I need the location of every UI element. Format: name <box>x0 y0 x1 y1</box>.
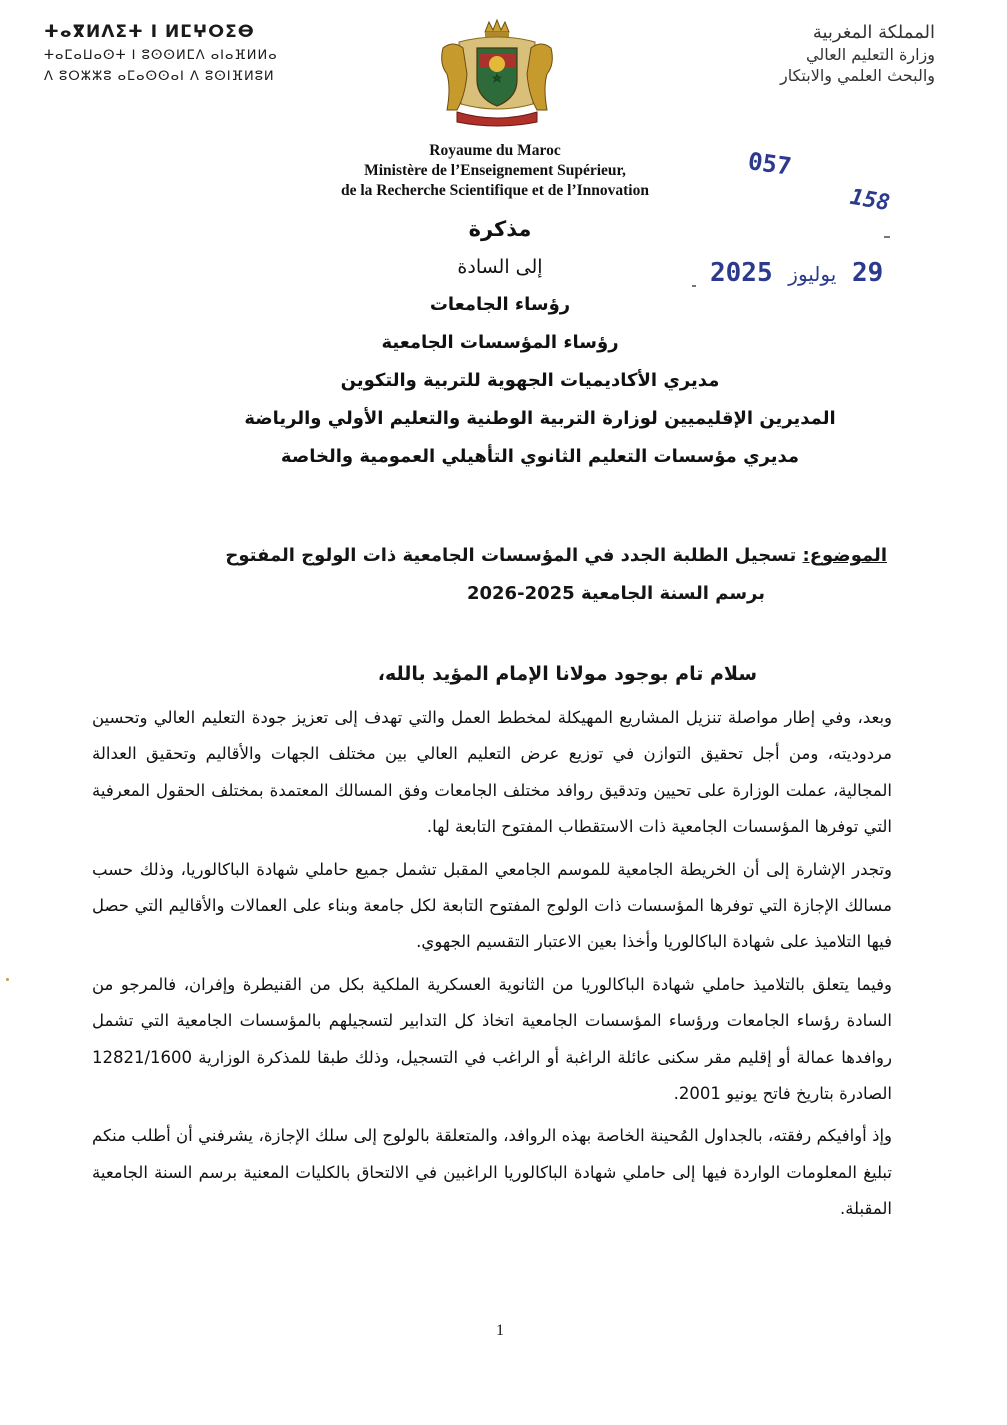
tifinagh-kingdom: ⵜⴰⴳⵍⴷⵉⵜ ⵏ ⵍⵎⵖⵔⵉⴱ <box>44 22 255 42</box>
tifinagh-ministry-2: ⴷ ⵓⵔⵣⵣⵓ ⴰⵎⴰⵙⵙⴰⵏ ⴷ ⵓⵙⵏⴼⵍⵓⵍ <box>44 69 275 84</box>
subject-line-1 <box>167 537 887 575</box>
subject-text: تسجيل الطلبة الجدد في المؤسسات الجامعية ذات الولوج المفتوح <box>225 545 797 566</box>
tifinagh-header <box>44 22 294 84</box>
addressee-line: مديري الأكاديميات الجهوية للتربية والتكوين <box>340 370 720 391</box>
greeting: سلام تام بوجود مولانا الإمام المؤيد بالله، <box>377 663 757 685</box>
addressee-line: المديرين الإقليميين لوزارة التربية الوطنية والتعليم الأولي والرياضة <box>244 408 836 429</box>
arabic-ministry-2: والبحث العلمي والابتكار <box>779 66 935 85</box>
body-paragraph: وإذ أوافيكم رفقته، بالجداول المُحينة الخاصة بهذه الروافد، والمتعلقة بالولوج إلى سلك الإجازة، يشرفني أن أطلب منكم تبليغ المعلومات الواردة فيها إلى حاملي شهادة الباكالوريا الراغبين في الالتحاق بالكليات المعنية برسم السنة الجامعية المقبلة. <box>92 1126 892 1219</box>
arabic-kingdom: المملكة المغربية <box>812 22 935 43</box>
french-ministry: Ministère de l’Enseignement Supérieur, <box>364 162 626 179</box>
stamp-reference-number: 057 <box>746 147 794 181</box>
addressee-block <box>150 210 850 476</box>
tifinagh-ministry: ⵜⴰⵎⴰⵡⴰⵙⵜ ⵏ ⵓⵙⵙⵍⵎⴷ ⴰⵏⴰⴼⵍⵍⴰ <box>44 48 278 63</box>
arabic-ministry: وزارة التعليم العالي <box>806 45 935 64</box>
addressee-intro: إلى السادة <box>457 256 543 278</box>
french-ministry-2: de la Recherche Scientifique et de l’Innovation <box>341 182 649 199</box>
french-kingdom: Royaume du Maroc <box>429 142 561 159</box>
subject-label: الموضوع: <box>802 545 887 566</box>
memo-body <box>92 700 892 1234</box>
addressee-line: مديري مؤسسات التعليم الثانوي التأهيلي العمومية والخاصة <box>280 446 800 467</box>
stamp-date-day: 29 <box>851 258 884 288</box>
stamp-date-month: يوليوز <box>788 262 837 286</box>
body-paragraph: وفيما يتعلق بالتلاميذ حاملي شهادة الباكالوريا من الثانوية العسكرية الملكية بكل من القنيطرة وإفران، فالمرجو من السادة رؤساء الجامعات ورؤساء المؤسسات الجامعية اتخاذ كل التدابير لتسجيلهم بالمؤسسات الجامعية التي تشمل روافدها عمالة أو إقليم مقر سكنى عائلة الراغبة أو الراغب في التسجيل، وذلك طبقا للمذكرة الوزارية 12821/1600 الصادرة بتاريخ فاتح يونيو 2001. <box>92 974 892 1104</box>
french-header <box>280 141 710 201</box>
page-number: 1 <box>496 1322 504 1339</box>
stamp-mark <box>884 236 890 238</box>
body-paragraph: وتجدر الإشارة إلى أن الخريطة الجامعية للموسم الجامعي المقبل تشمل جميع حاملي شهادة الباكالوريا، وذلك حسب مسالك الإجازة التي توفرها المؤسسات ذات الولوج المفتوح التابعة لكل جامعة وبناء على العمالات والأقاليم التي حصل فيها التلاميذ على شهادة الباكالوريا وأخذا بعين الاعتبار التقسيم الجهوي. <box>92 859 892 952</box>
subject-line-2: برسم السنة الجامعية 2025-2026 <box>466 583 765 604</box>
stamp-date-year: 2025 <box>710 258 773 288</box>
memo-title: مذكرة <box>468 217 532 241</box>
body-paragraph: وبعد، وفي إطار مواصلة تنزيل المشاريع المهيكلة لمخطط العمل والتي تهدف إلى تعزيز جودة التعليم العالي وتحسين مردوديته، ومن أجل تحقيق التوازن في توزيع عرض التعليم العالي بين مختلف الجهات والأقاليم وتحقيق العدالة المجالية، عملت الوزارة على تحيين وتدقيق روافد مختلف الجامعات وفق المسالك المعتمدة بمختلف الحقول المعرفية التي توفرها المؤسسات الجامعية ذات الاستقطاب المفتوح التابعة لها. <box>92 708 892 837</box>
stamp-serial-number: 158 <box>848 184 892 217</box>
addressee-line: رؤساء الجامعات <box>429 294 571 315</box>
addressee-line: رؤساء المؤسسات الجامعية <box>381 332 619 353</box>
subject-block <box>167 537 887 613</box>
arabic-header <box>695 22 935 85</box>
coat-of-arms-icon <box>437 18 557 130</box>
scan-speck <box>6 978 9 981</box>
